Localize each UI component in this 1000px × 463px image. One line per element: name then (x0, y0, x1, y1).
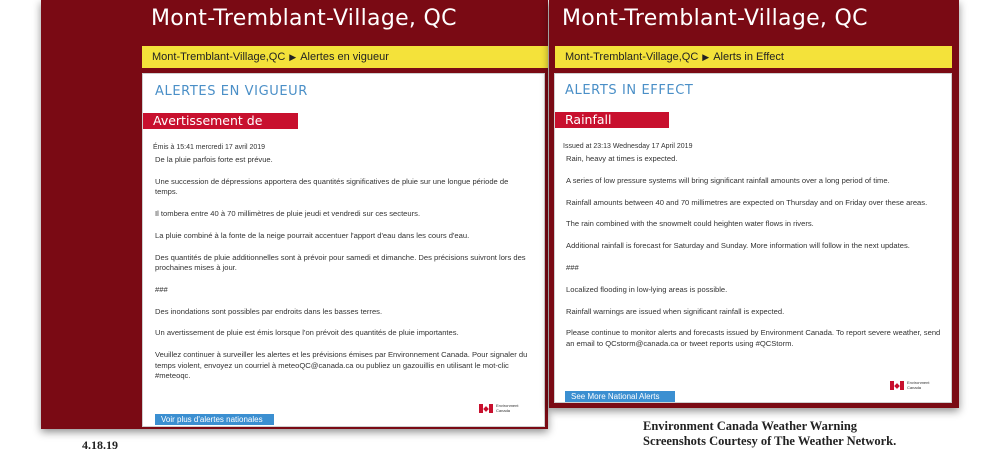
date-caption: 4.18.19 (82, 438, 118, 452)
alert-paragraph: Veuillez continuer à surveiller les alertes et les prévisions émises par Environnement Canada. Pour signaler du temps violent, envoyez un courriel à meteoQC@canada.ca ou publiez un gazouillis en utilisant le mot-clic #meteoqc. (155, 350, 528, 380)
page-title: Mont-Tremblant-Village, QC (151, 6, 457, 31)
alert-paragraph: Des inondations sont possibles par endroits dans les basses terres. (155, 306, 383, 316)
breadcrumb-current-page: Alerts in Effect (713, 51, 784, 63)
credit-line-2: Screenshots Courtesy of The Weather Network. (643, 434, 897, 448)
alert-paragraph: A series of low pressure systems will bring significant rainfall amounts over a long period of time. (566, 175, 890, 185)
logo-line-1: Environment (496, 403, 519, 408)
breadcrumb-location-link[interactable]: Mont-Tremblant-Village,QC (152, 51, 286, 63)
alert-body (155, 155, 533, 393)
logo-line-2: Canada (496, 407, 511, 413)
alert-body (566, 154, 948, 361)
alert-paragraph: Il tombera entre 40 à 70 millimètres de pluie jeudi et vendredi sur ces secteurs. (155, 209, 421, 218)
alert-paragraph: La pluie combiné à la fonte de la neige pourrait accentuer l'apport d'eau dans les cours d'eau. (155, 230, 470, 240)
canada-flag-icon (890, 381, 904, 390)
environment-canada-logo (890, 381, 929, 390)
triangle-right-icon: ▶ (289, 51, 297, 62)
issued-timestamp: Émis à 15:41 mercredi 17 avril 2019 (153, 144, 266, 151)
alert-paragraph: Additional rainfall is forecast for Saturday and Sunday. More information will follow in the next updates. (566, 241, 910, 251)
alerts-heading: ALERTES EN VIGUEUR (155, 84, 308, 99)
breadcrumb (555, 46, 952, 68)
alert-paragraph: Rainfall warnings are issued when significant rainfall is expected. (566, 306, 785, 316)
alerts-heading: ALERTS IN EFFECT (565, 83, 694, 98)
warning-label[interactable]: Rainfall Warning (555, 112, 669, 128)
canada-flag-icon (479, 404, 493, 413)
logo-line-2: Canada (907, 384, 922, 390)
alert-paragraph: Un avertissement de pluie est émis lorsque l'on prévoit des quantités de pluie importantes. (155, 328, 459, 338)
breadcrumb-current-page: Alertes en vigueur (300, 51, 389, 63)
warning-label[interactable]: Avertissement de pluie (143, 113, 298, 129)
alert-paragraph: The rain combined with the snowmelt could heighten water flows in rivers. (566, 219, 814, 229)
alert-paragraph: ### (566, 262, 579, 272)
alert-paragraph: ### (155, 284, 168, 294)
credit-caption (643, 419, 896, 449)
breadcrumb-location-link[interactable]: Mont-Tremblant-Village,QC (565, 51, 699, 63)
more-alerts-button[interactable]: Voir plus d'alertes nationales (155, 414, 274, 425)
alert-paragraph: Des quantités de pluie additionnelles sont à prévoir pour samedi et dimanche. Des précisions suivront lors des prochaines mises à jour. (155, 252, 526, 272)
alert-card (554, 73, 952, 403)
alert-card (142, 73, 545, 427)
alert-paragraph: Please continue to monitor alerts and forecasts issued by Environment Canada. To report severe weather, send an email to QCstorm@canada.ca or tweet reports using #QCStorm. (566, 328, 941, 348)
alert-paragraph: Localized flooding in low-lying areas is possible. (566, 284, 728, 294)
logo-line-1: Environment (907, 380, 930, 385)
alert-paragraph: Rainfall amounts between 40 and 70 millimetres are expected on Thursday and on Friday over these areas. (566, 197, 928, 207)
french-alert-panel (41, 0, 548, 429)
page-title: Mont-Tremblant-Village, QC (562, 6, 868, 31)
alert-paragraph: Rain, heavy at times is expected. (566, 154, 678, 163)
credit-line-1: Environment Canada Weather Warning (643, 419, 858, 433)
issued-timestamp: Issued at 23:13 Wednesday 17 April 2019 (563, 143, 693, 150)
triangle-right-icon: ▶ (702, 51, 710, 62)
breadcrumb (142, 46, 548, 68)
environment-canada-logo (479, 404, 518, 413)
english-alert-panel (549, 0, 959, 408)
more-alerts-button[interactable]: See More National Alerts (565, 391, 675, 402)
alert-paragraph: Une succession de dépressions apportera des quantités significatives de pluie sur une longue période de temps. (155, 176, 509, 197)
alert-paragraph: De la pluie parfois forte est prévue. (155, 155, 273, 164)
